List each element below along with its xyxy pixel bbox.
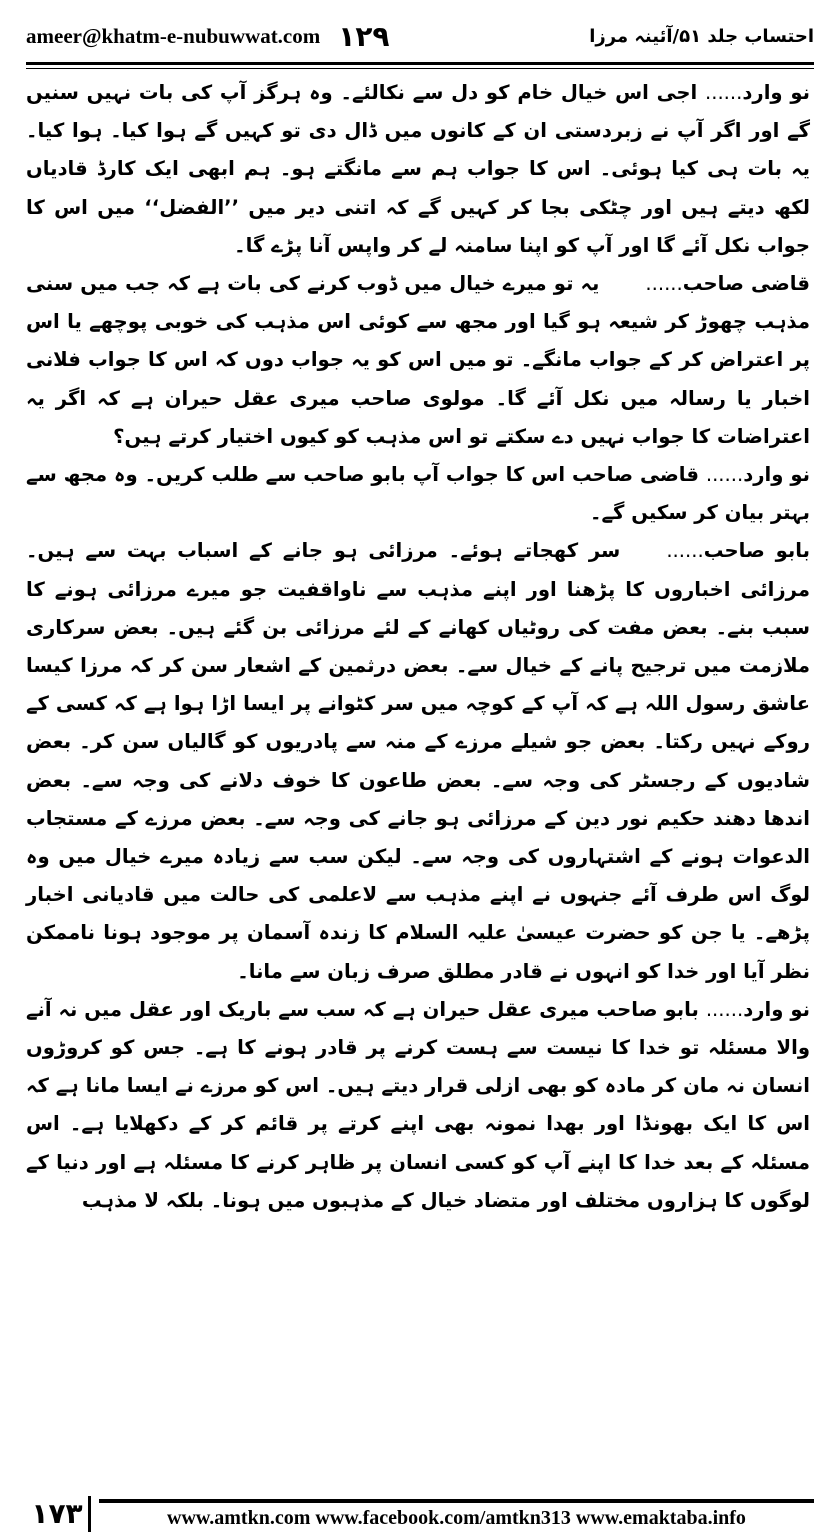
paragraph-text: یہ تو میرے خیال میں ڈوب کرنے کی بات ہے کہ جب میں سنی مذہب چھوڑ کر شیعہ ہو گیا اور مجھ سے کوئی اس مذہب کی خوبی پوچھے یا اس پر اعتراض کر کے جواب مانگے۔ تو میں اس کو یہ جواب دوں کہ اس کا جواب فلانی اخبار یا رسالہ میں نکل آئے گا۔ مولوی صاحب میری عقل حیران ہے کہ اگر یہ اعتراضات کا جواب نہیں دے سکتے تو اس مذہب کو کیوں اختیار کرتے ہیں؟ — [26, 272, 810, 448]
footer-page-number: ١٧٣ — [26, 1496, 91, 1532]
paragraph-text: اجی اس خیال خام کو دل سے نکالئے۔ وہ ہرگز آپ کی بات نہیں سنیں گے اور اگر آپ نے زبردستی ان کے کانوں میں ڈال دی تو کہیں گے ہوا کیا۔ ہوا کیا۔ یہ بات ہی کیا ہوئی۔ اس کا جواب ہم سے مانگتے ہو۔ ہم ابھی ایک کارڈ قادیاں لکھ دیتے ہیں اور چٹکی بجا کر کہیں گے کہ اتنی دیر میں ’’الفضل‘‘ میں اس کا جواب نکل آئے گا اور آپ کو اپنا سامنہ لے کر واپس آنا پڑے گا۔ — [26, 81, 810, 257]
speaker-dots: ...... — [645, 272, 683, 296]
speaker-label: نو وارد — [743, 463, 810, 487]
speaker-label: قاضی صاحب — [682, 272, 810, 296]
paragraph-5 — [26, 991, 810, 1220]
speaker-label: نو وارد — [742, 81, 810, 104]
speaker-dots: ...... — [705, 997, 744, 1021]
page-header — [26, 14, 814, 58]
speaker-label: نو وارد — [743, 997, 810, 1021]
speaker-dots: ...... — [666, 539, 704, 563]
header-left — [26, 20, 390, 53]
speaker-dots: ...... — [705, 463, 744, 487]
paragraph-2 — [26, 265, 810, 456]
paragraph-text: سر کھجاتے ہوئے۔ مرزائی ہو جانے کے اسباب بہت سے ہیں۔ مرزائی اخباروں کا پڑھنا اور اپنے مذہب سے ناواقفیت جو میرے مرزائی ہونے کا سبب بنے۔ بعض مفت کی روٹیاں کھانے کے لئے مرزائی بن گئے ہیں۔ بعض سرکاری ملازمت میں ترجیح پانے کے خیال سے۔ بعض درثمین کے اشعار سن کر کہ مرزا کیسا عاشق رسول اللہ ہے کہ آپ کے کوچہ میں سر کٹوانے پر ایسا اڑا ہوا ہے کہ کسی کے روکے نہیں رکتا۔ بعض جو شیلے مرزے کے منہ سے پادریوں کو گالیاں سن کر۔ بعض شادیوں کے رجسٹر کی وجہ سے۔ بعض طاعون کا خوف دلانے کی وجہ سے۔ بعض اندھا دھند حکیم نور دین کے مرزائی ہو جانے کی وجہ سے۔ بعض مرزے کے مستجاب الدعوات ہونے کے اشتہاروں کی وجہ سے۔ لیکن سب سے زیادہ میرے خیال میں وہ لوگ اس طرف آئے جنہوں نے اپنے مذہب سے لاعلمی کی حالت میں قادیانی اخبار پڑھے۔ یا جن کو حضرت عیسیٰ علیہ السلام کا زندہ آسمان پر موجود ہونا ناممکن نظر آیا اور خدا کو انہوں نے قادر مطلق صرف زبان سے مانا۔ — [26, 539, 810, 983]
header-rule-thin — [26, 68, 814, 69]
footer-links: www.amtkn.com www.facebook.com/amtkn313 www.emaktaba.info — [99, 1499, 814, 1530]
page-footer — [26, 1494, 814, 1534]
header-book-title: احتساب جلد ۵۱/آئینہ مرزا — [589, 25, 814, 47]
header-rule — [26, 62, 814, 65]
header-page-number: ١٢٩ — [338, 19, 390, 53]
paragraph-text: قاضی صاحب اس کا جواب آپ بابو صاحب سے طلب کریں۔ وہ مجھ سے بہتر بیان کر سکیں گے۔ — [26, 463, 810, 525]
speaker-label: بابو صاحب — [703, 539, 810, 563]
speaker-dots: ...... — [705, 81, 743, 104]
header-email: ameer@khatm-e-nubuwwat.com — [26, 23, 321, 48]
paragraph-text: بابو صاحب میری عقل حیران ہے کہ سب سے باریک اور عقل میں نہ آنے والا مسئلہ تو خدا کا نیست سے ہست کرنے پر قادر ہونے کا ہے۔ جس کو کروڑوں انسان نہ مان کر مادہ کو بھی ازلی قرار دیتے ہیں۔ اس کو مرزے نے ایسا مانا ہے کہ اس کا ایک بھونڈا اور بھدا نمونہ بھی اپنے کرتے پر قائم کر کے دکھلایا ہے۔ اس مسئلہ کے بعد خدا کا اپنے آپ کو کسی انسان پر ظاہر کرنے کا مسئلہ ہے اور دنیا کے لوگوں کا ہزاروں مختلف اور متضاد خیال کے مذہبوں میں ہونا۔ بلکہ لا مذہب — [26, 997, 810, 1212]
page-body — [26, 74, 810, 1220]
paragraph-1 — [26, 74, 810, 265]
paragraph-3 — [26, 456, 810, 532]
paragraph-4 — [26, 532, 810, 990]
